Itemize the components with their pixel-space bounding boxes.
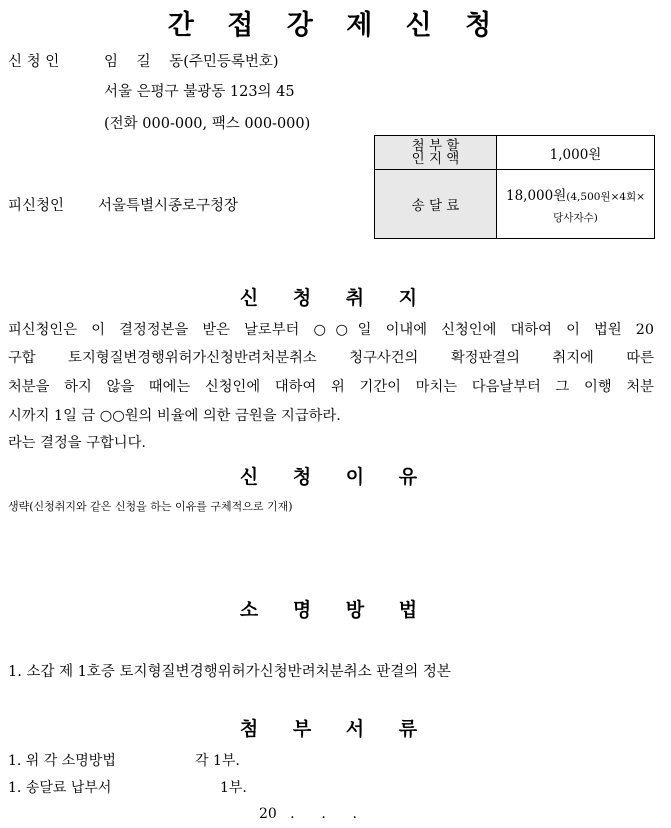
delivery-value-note1: (4,500원×4회× xyxy=(566,190,645,203)
delivery-label: 송 달 료 xyxy=(411,198,460,214)
evidence-item: 1. 소갑 제 1호증 토지형질변경행위허가신청반려처분취소 판결의 정본 xyxy=(8,664,451,680)
purpose-line: 피신청인은 이 결정정본을 받은 날로부터 ○○일 이내에 신청인에 대하여 이 법원 20 xyxy=(8,322,654,338)
applicant-contact: (전화 000-000, 팩스 000-000) xyxy=(104,116,311,132)
purpose-line: 구합 토지형질변경행위허가신청반려처분취소 청구사건의 확정판결의 취지에 따른 xyxy=(8,350,654,366)
respondent-label: 피신청인 xyxy=(8,198,65,214)
reason-text: 생략(신청취지와 같은 신청을 하는 이유를 구체적으로 기재) xyxy=(8,500,293,513)
respondent-name: 서울특별시종로구청장 xyxy=(98,198,239,214)
applicant-label: 신 청 인 xyxy=(8,54,60,70)
date-line: 20 . . . xyxy=(259,806,357,822)
stamp-label-line2: 인 지 액 xyxy=(411,150,460,167)
attachments-heading: 첨 부 서 류 xyxy=(239,718,432,740)
stamp-value-cell xyxy=(497,136,655,170)
reason-heading: 신 청 이 유 xyxy=(239,466,432,488)
delivery-value-note2: 당사자수) xyxy=(553,211,598,224)
stamp-label-line1: 첨 부 할 xyxy=(411,137,460,154)
delivery-value-main: 18,000원 xyxy=(506,187,567,204)
purpose-line: 처분을 하지 않을 때에는 신청인에 대하여 위 기간이 마치는 다음날부터 그 이행 처분 xyxy=(8,379,654,395)
delivery-value-cell xyxy=(497,170,655,239)
attachment-item-label: 1. 위 각 소명방법 xyxy=(8,753,116,769)
attachment-item-label: 1. 송달료 납부서 xyxy=(8,780,112,796)
attachment-item-count: 1부. xyxy=(220,780,247,796)
applicant-address: 서울 은평구 불광동 123의 45 xyxy=(104,84,295,100)
attachment-item-count: 각 1부. xyxy=(195,753,240,769)
applicant-name: 임 길 동(주민등록번호) xyxy=(104,54,279,70)
delivery-label-cell xyxy=(375,170,497,239)
fee-table xyxy=(374,135,655,239)
stamp-value: 1,000원 xyxy=(549,146,602,163)
purpose-closing: 라는 결정을 구합니다. xyxy=(8,435,146,451)
evidence-heading: 소 명 방 법 xyxy=(239,599,432,621)
stamp-label-cell xyxy=(375,136,497,170)
purpose-line: 시까지 1일 금 ○○원의 비율에 의한 금원을 지급하라. xyxy=(8,408,341,424)
document-title: 간 접 강 제 신 청 xyxy=(167,10,504,41)
purpose-heading: 신 청 취 지 xyxy=(239,287,432,309)
